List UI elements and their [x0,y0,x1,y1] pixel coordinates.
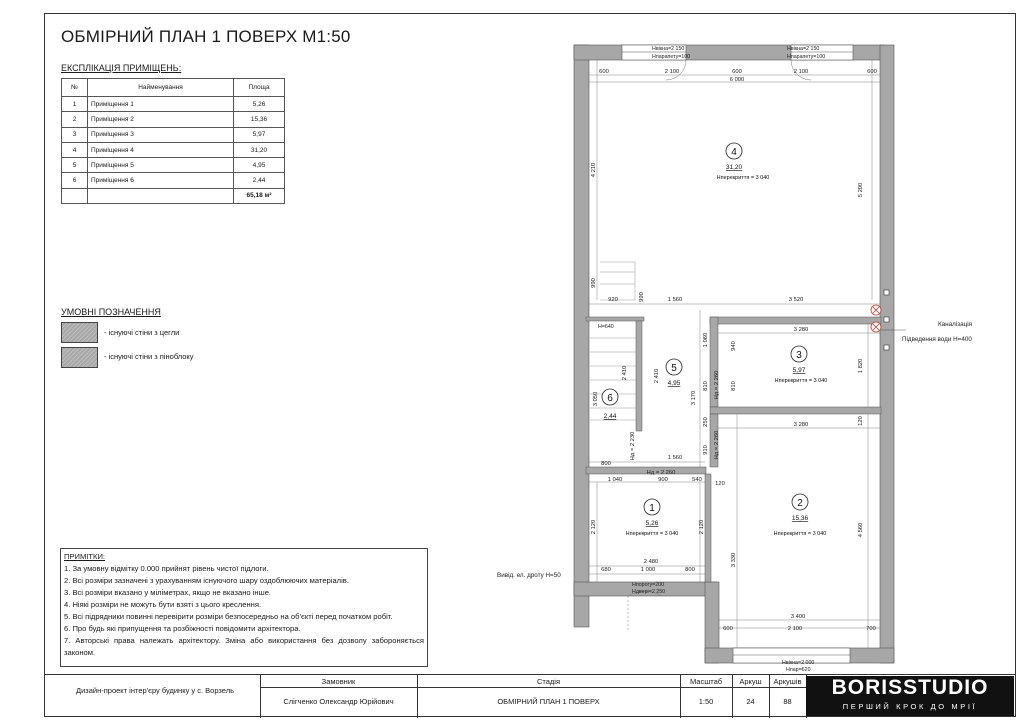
window-b-h: Hвікна=2 000 [782,660,815,666]
note-item: 6. Про будь які припущення та розбіжності повідомити архітектора. [64,624,301,633]
legend-brick-label: - існуючі стіни з цегли [104,328,180,337]
sheets-label: Аркушів [773,677,802,686]
dim-text: 4 210 [591,162,597,178]
explication-title: ЕКСПЛІКАЦІЯ ПРИМІЩЕНЬ: [61,63,182,73]
dim-text: 990 [639,292,645,302]
row-name: Приміщення 5 [88,158,234,173]
dim-text: 2 480 [643,559,659,565]
row-name: Приміщення 4 [88,142,234,157]
row-no: 1 [62,97,88,112]
note-item: 7. Авторські права належать архітектору. Зміна або використання без дозволу забороняється законом. [64,636,424,657]
dim-text: 600 [867,69,877,75]
client-label: Замовник [321,677,356,686]
row-area: 5,26 [234,97,285,112]
dim-text: 1 060 [703,332,709,348]
door-height: Hдвері=2 250 [632,589,666,595]
note-item: 2. Всі розміри зазначені з урахуванням існуючого шару оздоблюючих матеріалів. [64,576,349,585]
dim-text: 700 [866,626,876,632]
note-item: 3. Всі розміри вказано у міліметрах, якщо не вказано інше. [64,588,272,597]
room-4-number: 4 [731,147,737,158]
room-2-height: Hперекриття = 3 040 [773,531,827,537]
outer-walls [574,45,894,663]
dim-text: 1 560 [667,455,683,461]
sheet-label: Аркуш [739,677,762,686]
room-4-height: Hперекриття = 3 040 [716,175,770,181]
room-1-height: Hперекриття = 3 040 [625,531,679,537]
window-tr-par: Hпарапету=100 [787,54,826,60]
row-area: 4,95 [234,158,285,173]
row-area: 2,44 [234,173,285,188]
dim-text: 3 170 [691,390,697,406]
notes-title: ПРИМІТКИ: [64,552,106,561]
dim-text: 1 000 [640,567,656,573]
cable-label: Вивід. ел. дроту H=50 [497,572,561,579]
dim-text: 2 120 [699,519,705,535]
room-5-area: 4,95 [667,380,681,387]
dim-text: 3 280 [793,327,809,333]
dim-text: 920 [608,297,618,303]
room-2-area: 15,36 [791,515,809,522]
sheet-value: 24 [746,697,755,706]
water-label: Підведення води H=400 [902,336,972,343]
row-no: 3 [62,127,88,142]
row-no: 4 [62,142,88,157]
note-item: 1. За умовну відмітку 0.000 прийнят рівень чистої підлоги. [64,564,269,573]
stage-value: ОБМІРНИЙ ПЛАН 1 ПОВЕРХ [497,697,600,706]
room-1-area: 5,26 [645,520,659,527]
wall-left [574,45,589,627]
wall-room3-bottom [710,407,881,414]
dim-text: 810 [703,381,709,391]
row-no: 5 [62,158,88,173]
header-name: Найменування [88,79,234,97]
total-area: 65,18 м² [234,188,285,203]
dim-total: 6 000 [729,77,745,83]
dim-text: 3 050 [593,391,599,407]
row-area: 31,20 [234,142,285,157]
wall-stair-top [586,317,644,321]
dim-text: 2 100 [664,69,680,75]
room-1-number: 1 [649,503,655,514]
logo-tagline: ПЕРШИЙ КРОК ДО МРІЇ [842,702,978,711]
dim-text: 2 100 [787,626,803,632]
dim-text: Hд = 2 230 [630,431,636,461]
dim-text: 680 [601,567,611,573]
scale-label: Масштаб [689,677,723,686]
room-2-number: 2 [797,498,803,509]
legend-block-label: - існуючі стіни з піноблоку [104,352,194,361]
dim-text: 120 [715,481,725,487]
dim-text: 990 [591,278,597,288]
wall-room1-right [705,474,711,582]
wall-right [880,45,894,663]
dim-text: 3 330 [731,552,737,568]
dim-text: 2 410 [654,368,660,384]
client-name: Слігченко Олександр Юрійович [283,697,394,706]
dim-text: 1 820 [858,358,864,374]
dim-text: 910 [703,445,709,455]
dim-text: 120 [858,416,864,426]
window-tl-h: Hвікна=2 150 [652,46,685,52]
row-no: 2 [62,112,88,127]
dim-text: 4 560 [858,522,864,538]
windows [622,45,853,663]
row-name: Приміщення 6 [88,173,234,188]
row-area: 5,97 [234,127,285,142]
room-3-height: Hперекриття = 3 040 [774,378,828,384]
row-no: 6 [62,173,88,188]
dim-text: 3 280 [793,422,809,428]
room-3-number: 3 [796,350,802,361]
room-6-area: 2,44 [603,413,617,420]
dim-text: 600 [732,69,742,75]
dim-text: 940 [731,341,737,351]
dim-text: 900 [658,477,668,483]
room-5-number: 5 [671,363,677,374]
dim-text: 2 120 [591,519,597,535]
note-item: 5. Всі підрядники повинні перевірити розміри безпосередньо на об'єкті перед початком робіт. [64,612,393,621]
sewer-label: Каналізація [938,321,973,328]
dim-text: 1 560 [667,297,683,303]
dim-text: 3 400 [790,614,806,620]
sheets-value: 88 [783,697,792,706]
window-b-par: Hпар=620 [786,667,811,673]
dim-text: 600 [723,626,733,632]
dim-text: 1 040 [607,477,623,483]
dim-text: 800 [685,567,695,573]
studio-logo [806,676,1014,716]
row-name: Приміщення 2 [88,112,234,127]
window-tl-par: Hпарапету=100 [652,54,691,60]
dim-text: 5 200 [858,182,864,198]
header-area: Площа [234,79,285,97]
header-no: № [62,79,88,97]
project-name: Дизайн-проект інтер'єру будинку у с. Ворзель [76,686,234,695]
logo-text: BORISSTUDIO [831,676,989,699]
room-3-area: 5,97 [792,367,806,374]
dim-text: Hд = 2 260 [714,430,720,460]
stair-height-label: H=640 [598,324,614,330]
dim-text: 600 [599,69,609,75]
room-6-number: 6 [607,393,613,404]
room-4-area: 31,20 [725,164,743,171]
wall-room3-top [710,317,881,324]
dim-text: 540 [692,477,702,483]
dim-text: Hд = 2 260 [714,370,720,400]
dim-text: 3 520 [788,297,804,303]
window-tr-h: Hвікна=2 150 [787,46,820,52]
note-item: 4. Ніякі розміри не можуть бути взяті з цього креслення. [64,600,262,609]
dim-text: 2 100 [793,69,809,75]
scale-value: 1:50 [698,697,714,706]
dim-text: 800 [601,461,611,467]
door-threshold: Hпорогу=200 [632,582,665,588]
dim-text: 250 [703,417,709,427]
row-area: 15,36 [234,112,285,127]
row-name: Приміщення 1 [88,97,234,112]
dim-text: 2 410 [622,365,628,381]
wall-stair-right [636,321,642,431]
legend-title: УМОВНІ ПОЗНАЧЕННЯ [61,307,161,317]
sheet-title: ОБМІРНИЙ ПЛАН 1 ПОВЕРХ М1:50 [61,27,351,46]
dim-text: Hд = 2 260 [646,470,676,476]
stage-label: Стадія [536,677,561,686]
dim-text: 810 [731,381,737,391]
row-name: Приміщення 3 [88,127,234,142]
